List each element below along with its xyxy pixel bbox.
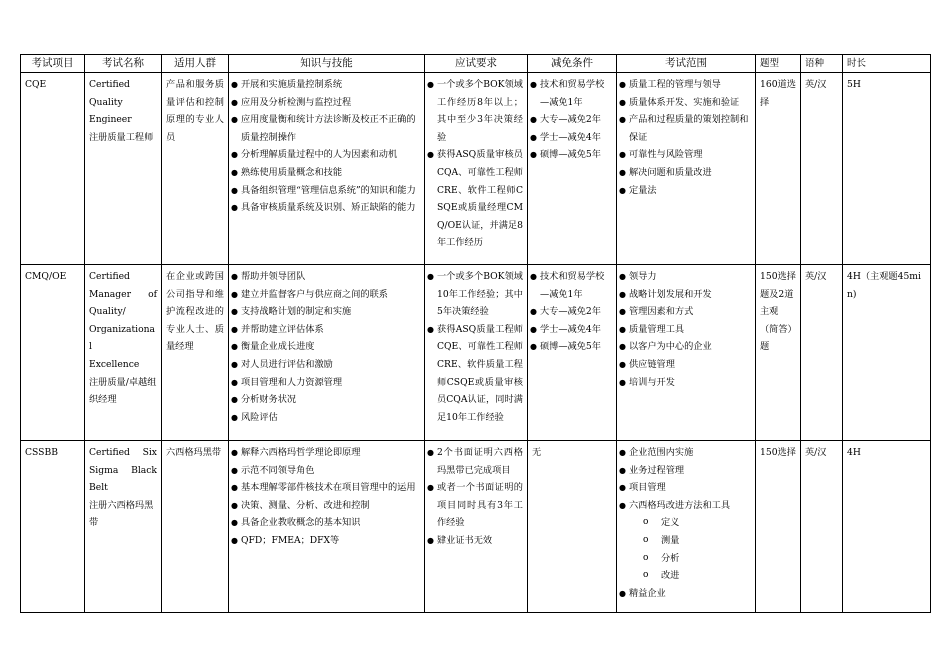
header-cell: 减免条件 (528, 55, 617, 73)
requirements-cell (425, 265, 528, 441)
list-item: ● 业务过程管理 (621, 462, 751, 480)
table-row (21, 73, 931, 265)
list-item: ● 项目管理 (621, 479, 751, 497)
list-item: ● 硕博—减免5年 (532, 338, 612, 356)
name-line: Certified Six (89, 447, 157, 458)
question-type: 150选择 (756, 441, 801, 613)
name-line: Sigma Black (89, 464, 157, 476)
list-item: ● 学士—减免4年 (532, 321, 612, 339)
list-item: ● 并帮助建立评估体系 (233, 321, 420, 339)
exam-name (85, 265, 162, 441)
list-item: ● 示范不同领导角色 (233, 462, 420, 480)
list-item: ● 建立并监督客户与供应商之间的联系 (233, 286, 420, 304)
name-line: Certified (89, 271, 130, 282)
list-item: ● 技术和贸易学校—减免1年 (532, 76, 612, 111)
header-row (21, 55, 931, 73)
name-line: Belt (89, 482, 108, 494)
list-item: ● 具备审核质量系统及识别、矫正缺陷的能力 (233, 199, 420, 217)
name-line: Certified (89, 79, 130, 90)
scope-cell (617, 73, 756, 265)
list-item: ● 解释六西格玛哲学理论即原理 (233, 444, 420, 462)
name-line: Excellence (89, 358, 140, 370)
audience: 在企业或跨国公司指导和维护流程改进的专业人士、质量经理 (162, 265, 229, 441)
audience: 六西格玛黑带 (162, 441, 229, 613)
skills-cell (229, 441, 425, 613)
list-item: ● 决策、测量、分析、改进和控制 (233, 497, 420, 515)
requirements-cell (425, 441, 528, 613)
list-item: ● 获得ASQ质量审核员CQA、可靠性工程师CRE、软件工程师CSQE或质量经理CMQ/OE认证，并满足8年工作经历 (429, 146, 523, 252)
header-cell: 适用人群 (162, 55, 229, 73)
header-cell: 知识与技能 (229, 55, 425, 73)
list-item: ● 大专—减免2年 (532, 303, 612, 321)
list-item: ● 基本理解零部件核技术在项目管理中的运用 (233, 479, 420, 497)
list-item: ● 企业范围内实施 (621, 444, 751, 462)
certification-table (20, 54, 931, 613)
sub-list-item: o 分析 (621, 550, 751, 568)
waivers-cell (528, 73, 617, 265)
list-item: ● 学士—减免4年 (532, 129, 612, 147)
duration: 4H（主观题45min) (843, 265, 931, 441)
exam-code: CQE (21, 73, 85, 265)
skills-cell (229, 265, 425, 441)
list-item: ● 大专—减免2年 (532, 111, 612, 129)
sub-list-item: o 定义 (621, 514, 751, 532)
list-item: ● 一个或多个BOK领域10年工作经验；其中5年决策经验 (429, 268, 523, 321)
list-item: ● 具备企业教收概念的基本知识 (233, 514, 420, 532)
list-item: ● 质量管理工具 (621, 321, 751, 339)
question-type: 160道选择 (756, 73, 801, 265)
requirements-cell (425, 73, 528, 265)
question-type: 150选择题及2道主观（简答）题 (756, 265, 801, 441)
name-line: Manager of (89, 288, 157, 300)
list-item: ● 获得ASQ质量工程师CQE、可靠性工程师CRE、软件质量工程师CSQE或质量审核员CQA认证，同时满足10年工作经验 (429, 321, 523, 427)
header-cell: 考试范围 (617, 55, 756, 73)
list-item: ● 培训与开发 (621, 374, 751, 392)
exam-code: CMQ/OE (21, 265, 85, 441)
list-item: ● 战略计划发展和开发 (621, 286, 751, 304)
list-item: ● 项目管理和人力资源管理 (233, 374, 420, 392)
language: 英/汉 (801, 73, 843, 265)
list-item: ● 帮助并领导团队 (233, 268, 420, 286)
audience: 产品和服务质量评估和控制原理的专业人员 (162, 73, 229, 265)
exam-name (85, 441, 162, 613)
list-item: ● 管理因素和方式 (621, 303, 751, 321)
list-item: ● 应用及分析检测与监控过程 (233, 94, 420, 112)
table-row (21, 441, 931, 613)
list-item: ● 供应链管理 (621, 356, 751, 374)
waivers-cell (528, 265, 617, 441)
exam-code: CSSBB (21, 441, 85, 613)
list-item: ● 具备组织管理“管理信息系统”的知识和能力 (233, 182, 420, 200)
list-item: ● 硕博—减免5年 (532, 146, 612, 164)
list-item: ● 以客户为中心的企业 (621, 338, 751, 356)
list-item: ● QFD；FMEA；DFX等 (233, 532, 420, 550)
list-item: ● 定量法 (621, 182, 751, 200)
list-item: ● 质量工程的管理与领导 (621, 76, 751, 94)
list-item: ● 解决问题和质量改进 (621, 164, 751, 182)
list-item: ● 2个书面证明六西格玛黑带已完成项目 (429, 444, 523, 479)
sub-list-item: o 测量 (621, 532, 751, 550)
list-item: ● 分析理解质量过程中的人为因素和动机 (233, 146, 420, 164)
list-item: ● 肄业证书无效 (429, 532, 523, 550)
header-cell: 应试要求 (425, 55, 528, 73)
name-line: Organizational (89, 323, 156, 353)
header-cell: 时长 (843, 55, 931, 73)
list-item: ● 开展和实施质量控制系统 (233, 76, 420, 94)
list-item: ● 产品和过程质量的策划控制和保证 (621, 111, 751, 146)
waivers-cell: 无 (528, 441, 617, 613)
list-item: ● 支持战略计划的制定和实施 (233, 303, 420, 321)
name-line: Quality (89, 96, 123, 108)
name-line: Engineer (89, 114, 132, 126)
language: 英/汉 (801, 265, 843, 441)
list-item: ● 衡量企业成长进度 (233, 338, 420, 356)
list-item: ● 技术和贸易学校—减免1年 (532, 268, 612, 303)
list-item: ● 分析财务状况 (233, 391, 420, 409)
name-line: Quality/ (89, 306, 126, 318)
header-cell: 考试项目 (21, 55, 85, 73)
list-item: ● 对人员进行评估和激励 (233, 356, 420, 374)
name-line: 注册质量/卓越组织经理 (89, 376, 157, 406)
table-row (21, 265, 931, 441)
list-item: ● 六西格玛改进方法和工具 (621, 497, 751, 515)
duration: 5H (843, 73, 931, 265)
header-cell: 题型 (756, 55, 801, 73)
header-cell: 考试名称 (85, 55, 162, 73)
list-item: ● 或者一个书面证明的项目同时具有3年工作经验 (429, 479, 523, 532)
list-item: ● 质量体系开发、实施和验证 (621, 94, 751, 112)
list-item: ● 精益企业 (621, 585, 751, 603)
name-line: 注册质量工程师 (89, 131, 154, 143)
exam-name (85, 73, 162, 265)
list-item: ● 领导力 (621, 268, 751, 286)
sub-list-item: o 改进 (621, 567, 751, 585)
scope-cell (617, 265, 756, 441)
duration: 4H (843, 441, 931, 613)
list-item: ● 熟练使用质量概念和技能 (233, 164, 420, 182)
list-item: ● 可靠性与风险管理 (621, 146, 751, 164)
name-line: 注册六西格玛黑带 (89, 499, 154, 529)
list-item: ● 应用度量衡和统计方法诊断及校正不正确的质量控制操作 (233, 111, 420, 146)
list-item: ● 一个或多个BOK领域工作经历8年以上；其中至少3年决策经验 (429, 76, 523, 146)
language: 英/汉 (801, 441, 843, 613)
list-item: ● 风险评估 (233, 409, 420, 427)
scope-cell (617, 441, 756, 613)
header-cell: 语种 (801, 55, 843, 73)
skills-cell (229, 73, 425, 265)
